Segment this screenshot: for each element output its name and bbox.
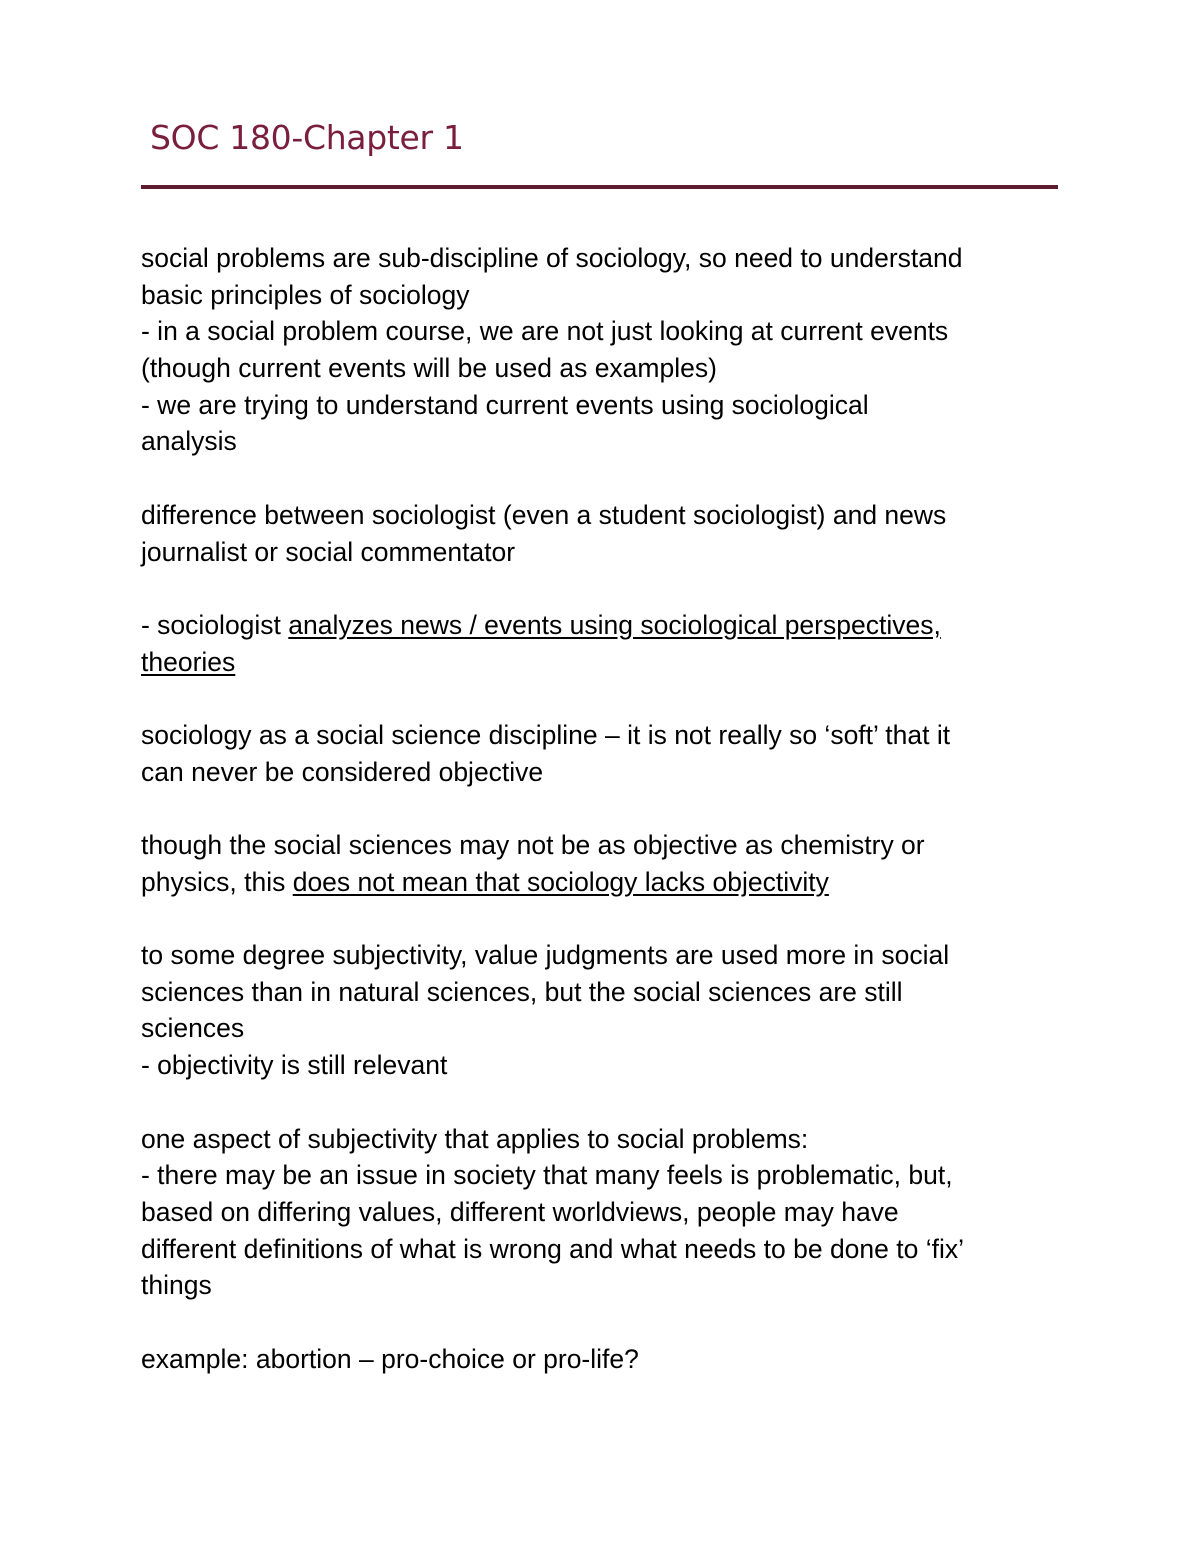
underlined-text: theories — [141, 646, 236, 677]
text-line — [141, 644, 1071, 681]
page-title: SOC 180-Chapter 1 — [150, 118, 464, 157]
paragraph-gap — [141, 900, 1071, 937]
paragraph-gap — [141, 570, 1071, 607]
paragraph-objectivity — [141, 827, 1071, 900]
text-line: sciences than in natural sciences, but the social sciences are still — [141, 976, 903, 1007]
paragraph-gap — [141, 460, 1071, 497]
text-run: physics, this — [141, 866, 293, 897]
paragraph-gap — [141, 1084, 1071, 1121]
text-line: - in a social problem course, we are not just looking at current events — [141, 316, 949, 347]
paragraph-example — [141, 1341, 1071, 1378]
paragraph-gap — [141, 790, 1071, 827]
text-line: one aspect of subjectivity that applies to social problems: — [141, 1123, 809, 1154]
text-line: (though current events will be used as examples) — [141, 353, 717, 384]
text-line: sciences — [141, 1013, 245, 1044]
text-line: analysis — [141, 426, 237, 457]
paragraph-aspect — [141, 1121, 1071, 1304]
text-line: to some degree subjectivity, value judgments are used more in social — [141, 940, 950, 971]
text-line: example: abortion – pro-choice or pro-life? — [141, 1343, 639, 1374]
text-line: can never be considered objective — [141, 756, 544, 787]
paragraph-social-science — [141, 717, 1071, 790]
paragraph-intro — [141, 240, 1071, 460]
paragraph-difference — [141, 497, 1071, 570]
text-line: though the social sciences may not be as objective as chemistry or — [141, 830, 925, 860]
text-line: social problems are sub-discipline of sociology, so need to understand — [141, 243, 963, 273]
text-line — [141, 607, 1071, 644]
text-line: things — [141, 1270, 212, 1301]
text-line: basic principles of sociology — [141, 279, 470, 310]
text-line: difference between sociologist (even a student sociologist) and news — [141, 499, 947, 530]
paragraph-subjectivity — [141, 937, 1071, 1084]
text-line: - objectivity is still relevant — [141, 1050, 448, 1081]
paragraph-gap — [141, 1304, 1071, 1341]
text-line — [141, 864, 1071, 901]
underlined-text: analyzes news / events using sociological perspectives, — [288, 609, 941, 640]
text-run: - sociologist — [141, 609, 289, 640]
text-line: sociology as a social science discipline – it is not really so ‘soft’ that it — [141, 719, 951, 750]
text-line: based on differing values, different worldviews, people may have — [141, 1196, 899, 1227]
paragraph-gap — [141, 680, 1071, 717]
paragraph-sociologist — [141, 607, 1071, 680]
text-line: journalist or social commentator — [141, 536, 516, 567]
underlined-text: does not mean that sociology lacks objectivity — [292, 866, 829, 897]
text-line: - we are trying to understand current events using sociological — [141, 389, 869, 420]
title-divider — [141, 185, 1058, 189]
text-line: different definitions of what is wrong and what needs to be done to ‘fix’ — [141, 1233, 965, 1264]
text-line: - there may be an issue in society that many feels is problematic, but, — [141, 1160, 953, 1191]
document-body — [141, 240, 1071, 1377]
